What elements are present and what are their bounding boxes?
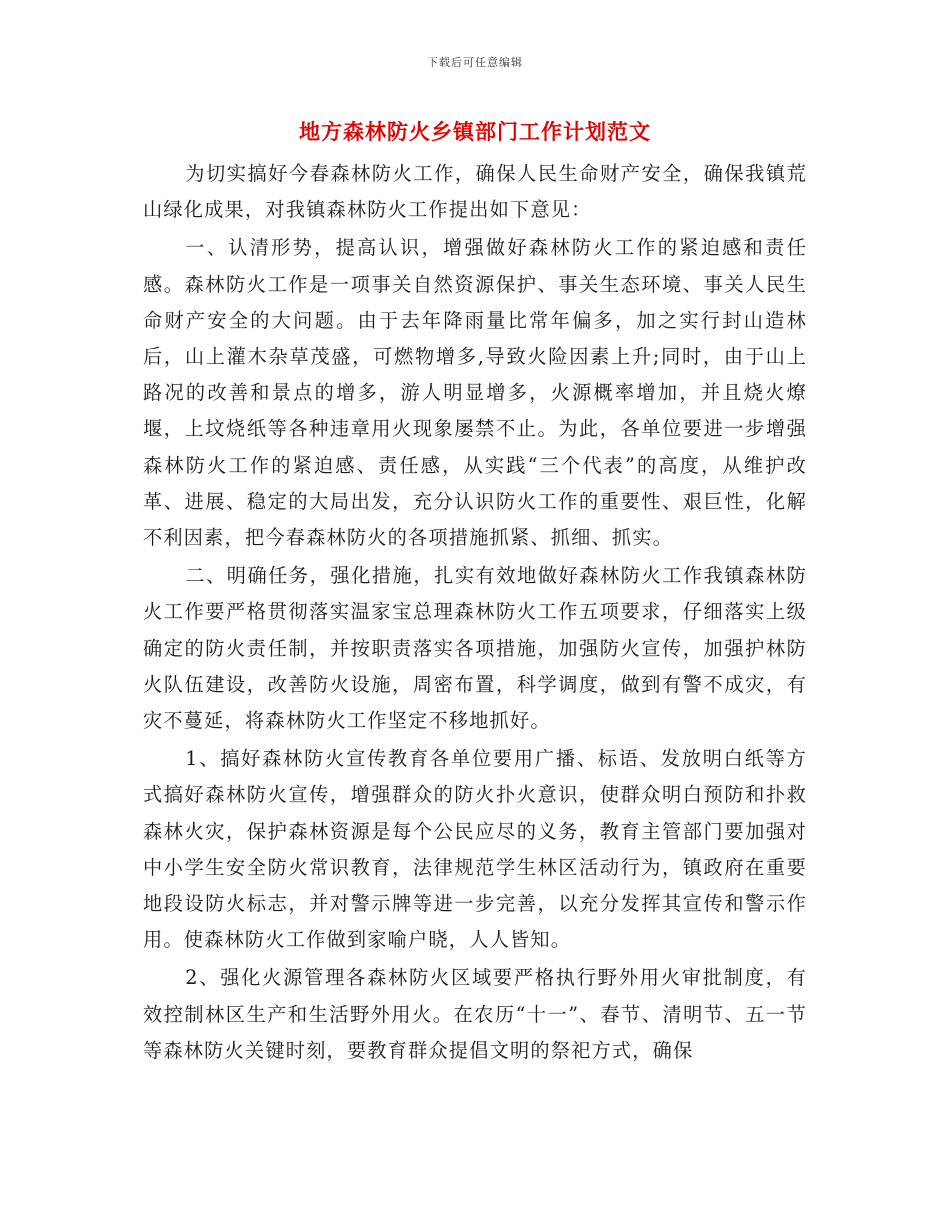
- paragraph: 为切实搞好今春森林防火工作，确保人民生命财产安全，确保我镇荒山绿化成果，对我镇森林防火工作提出如下意见：: [143, 162, 807, 222]
- paragraph: 一、认清形势，提高认识，增强做好森林防火工作的紧迫感和责任感。森林防火工作是一项事关自然资源保护、事关生态环境、事关人民生命财产安全的大问题。由于去年降雨量比常年偏多，加之实行封山造林后，山上灌木杂草茂盛，可燃物增多,导致火险因素上升;同时，由于山上路况的改善和景点的增多，游人明显增多，火源概率增加，并且烧火燎堰，上坟烧纸等各种违章用火现象屡禁不止。为此，各单位要进一步增强森林防火工作的紧迫感、责任感，从实践“三个代表”的高度，从维护改革、进展、稳定的大局出发，充分认识防火工作的重要性、艰巨性，化解不利因素，把今春森林防火的各项措施抓紧、抓细、抓实。: [143, 236, 807, 550]
- header-note: 下载后可任意编辑: [427, 56, 523, 69]
- paragraph: 1、搞好森林防火宣传教育各单位要用广播、标语、发放明白纸等方式搞好森林防火宣传，增强群众的防火扑火意识，使群众明白预防和扑救森林火灾，保护森林资源是每个公民应尽的义务，教育主管部门要加强对中小学生安全防火常识教育，法律规范学生林区活动行为，镇政府在重要地段设防火标志，并对警示牌等进一步完善，以充分发挥其宣传和警示作用。使森林防火工作做到家喻户晓，人人皆知。: [143, 747, 807, 952]
- document-body: [143, 156, 807, 1071]
- paragraph: 2、强化火源管理各森林防火区域要严格执行野外用火审批制度，有效控制林区生产和生活野外用火。在农历“十一”、春节、清明节、五一节等森林防火关键时刻，要教育群众提倡文明的祭祀方式，确保: [143, 966, 807, 1062]
- document-title: 地方森林防火乡镇部门工作计划范文: [299, 120, 651, 144]
- paragraph: 二、明确任务，强化措施，扎实有效地做好森林防火工作我镇森林防火工作要严格贯彻落实温家宝总理森林防火工作五项要求，仔细落实上级确定的防火责任制，并按职责落实各项措施，加强防火宣传，加强护林防火队伍建设，改善防火设施，周密布置，科学调度，做到有警不成灾，有灾不蔓延，将森林防火工作坚定不移地抓好。: [143, 564, 807, 733]
